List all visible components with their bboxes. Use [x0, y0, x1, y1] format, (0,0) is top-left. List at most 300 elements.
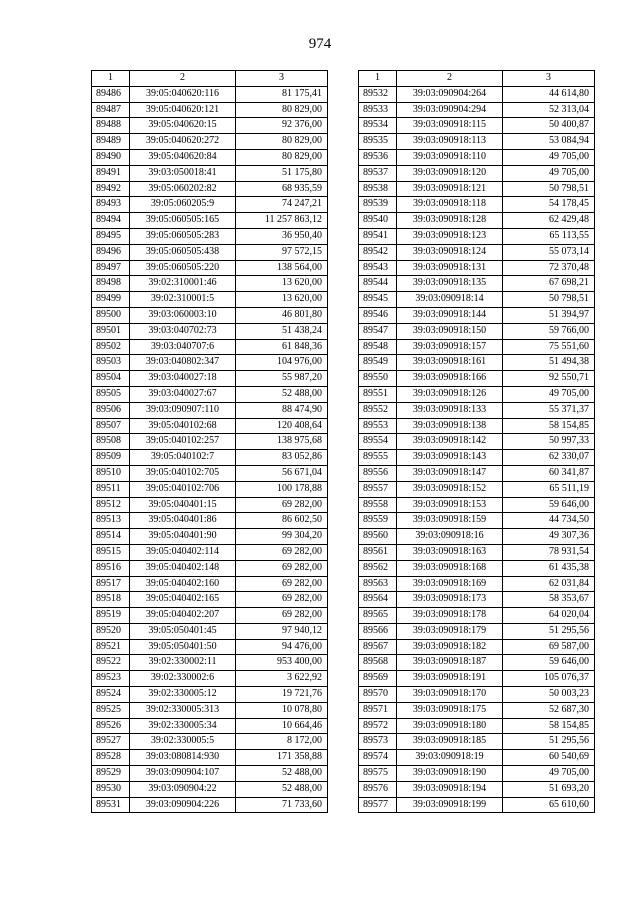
value-cell: 51 175,80: [236, 165, 328, 181]
cadastral-number-cell: 39:05:040402:165: [130, 592, 236, 608]
value-cell: 13 620,00: [236, 276, 328, 292]
table-row: [359, 355, 595, 371]
value-cell: 69 282,00: [236, 576, 328, 592]
value-cell: 120 408,64: [236, 418, 328, 434]
value-cell: 50 003,23: [503, 687, 595, 703]
value-cell: 50 997,33: [503, 434, 595, 450]
row-number-cell: 89567: [359, 639, 397, 655]
page-number: 974: [308, 36, 332, 52]
cadastral-number-cell: 39:03:090918:135: [397, 276, 503, 292]
row-number-cell: 89562: [359, 560, 397, 576]
row-number-cell: 89517: [92, 576, 130, 592]
row-number-cell: 89544: [359, 276, 397, 292]
cadastral-number-cell: 39:03:090918:152: [397, 481, 503, 497]
value-cell: 59 766,00: [503, 323, 595, 339]
row-number-cell: 89560: [359, 529, 397, 545]
row-number-cell: 89504: [92, 371, 130, 387]
cadastral-number-cell: 39:03:060003:10: [130, 307, 236, 323]
cadastral-number-cell: 39:03:090918:153: [397, 497, 503, 513]
table-row: [359, 450, 595, 466]
cadastral-number-cell: 39:03:090918:175: [397, 702, 503, 718]
table-row: [92, 118, 328, 134]
cadastral-number-cell: 39:03:090918:185: [397, 734, 503, 750]
value-cell: 55 987,20: [236, 371, 328, 387]
row-number-cell: 89511: [92, 481, 130, 497]
table-row: [92, 86, 328, 102]
table-row: [359, 228, 595, 244]
table-row: [92, 781, 328, 797]
row-number-cell: 89555: [359, 450, 397, 466]
table-row: [92, 481, 328, 497]
row-number-cell: 89526: [92, 718, 130, 734]
value-cell: 55 073,14: [503, 244, 595, 260]
row-number-cell: 89539: [359, 197, 397, 213]
cadastral-number-cell: 39:03:090904:294: [397, 102, 503, 118]
value-cell: 8 172,00: [236, 734, 328, 750]
row-number-cell: 89535: [359, 134, 397, 150]
row-number-cell: 89572: [359, 718, 397, 734]
row-number-cell: 89574: [359, 750, 397, 766]
table-row: [92, 623, 328, 639]
cadastral-number-cell: 39:03:090918:133: [397, 402, 503, 418]
row-number-cell: 89531: [92, 797, 130, 813]
value-cell: 67 698,21: [503, 276, 595, 292]
table-row: [359, 576, 595, 592]
cadastral-number-cell: 39:03:090918:169: [397, 576, 503, 592]
table-row: [92, 766, 328, 782]
table-row: [92, 687, 328, 703]
row-number-cell: 89571: [359, 702, 397, 718]
table-row: [359, 718, 595, 734]
row-number-cell: 89533: [359, 102, 397, 118]
register-table-left: [91, 70, 328, 813]
table-row: [359, 292, 595, 308]
row-number-cell: 89493: [92, 197, 130, 213]
cadastral-number-cell: 39:03:090918:144: [397, 307, 503, 323]
row-number-cell: 89552: [359, 402, 397, 418]
row-number-cell: 89559: [359, 513, 397, 529]
value-cell: 69 282,00: [236, 560, 328, 576]
table-row: [92, 371, 328, 387]
cadastral-number-cell: 39:03:090918:113: [397, 134, 503, 150]
row-number-cell: 89516: [92, 560, 130, 576]
table-row: [92, 260, 328, 276]
table-row: [92, 465, 328, 481]
value-cell: 59 646,00: [503, 497, 595, 513]
row-number-cell: 89551: [359, 386, 397, 402]
cadastral-number-cell: 39:05:040402:160: [130, 576, 236, 592]
table-row: [92, 544, 328, 560]
table-row: [92, 181, 328, 197]
cadastral-number-cell: 39:05:060202:82: [130, 181, 236, 197]
cadastral-number-cell: 39:03:090918:131: [397, 260, 503, 276]
table-row: [92, 450, 328, 466]
value-cell: 94 476,00: [236, 639, 328, 655]
table-row: [92, 228, 328, 244]
cadastral-number-cell: 39:05:040402:114: [130, 544, 236, 560]
row-number-cell: 89520: [92, 623, 130, 639]
row-number-cell: 89545: [359, 292, 397, 308]
cadastral-number-cell: 39:03:090918:128: [397, 213, 503, 229]
table-row: [92, 608, 328, 624]
value-cell: 11 257 863,12: [236, 213, 328, 229]
cadastral-number-cell: 39:02:330002:11: [130, 655, 236, 671]
cadastral-number-cell: 39:02:330002:6: [130, 671, 236, 687]
cadastral-number-cell: 39:03:090918:124: [397, 244, 503, 260]
table-row: [92, 718, 328, 734]
table-row: [92, 323, 328, 339]
value-cell: 65 113,55: [503, 228, 595, 244]
table-row: [359, 671, 595, 687]
value-cell: 54 178,45: [503, 197, 595, 213]
row-number-cell: 89508: [92, 434, 130, 450]
table-row: [359, 102, 595, 118]
value-cell: 19 721,76: [236, 687, 328, 703]
value-cell: 49 705,00: [503, 386, 595, 402]
cadastral-number-cell: 39:03:090918:190: [397, 766, 503, 782]
row-number-cell: 89515: [92, 544, 130, 560]
value-cell: 51 394,97: [503, 307, 595, 323]
row-number-cell: 89521: [92, 639, 130, 655]
table-row: [92, 734, 328, 750]
table-row: [359, 276, 595, 292]
value-cell: 59 646,00: [503, 655, 595, 671]
row-number-cell: 89490: [92, 149, 130, 165]
value-cell: 61 435,38: [503, 560, 595, 576]
row-number-cell: 89495: [92, 228, 130, 244]
row-number-cell: 89577: [359, 797, 397, 813]
value-cell: 88 474,90: [236, 402, 328, 418]
table-row: [359, 623, 595, 639]
value-cell: 49 307,36: [503, 529, 595, 545]
table-row: [92, 529, 328, 545]
table-row: [92, 339, 328, 355]
table-row: [359, 197, 595, 213]
cadastral-number-cell: 39:03:090918:199: [397, 797, 503, 813]
row-number-cell: 89564: [359, 592, 397, 608]
table-row: [92, 797, 328, 813]
value-cell: 51 295,56: [503, 623, 595, 639]
row-number-cell: 89543: [359, 260, 397, 276]
cadastral-number-cell: 39:03:090918:150: [397, 323, 503, 339]
cadastral-number-cell: 39:03:050018:41: [130, 165, 236, 181]
value-cell: 49 705,00: [503, 165, 595, 181]
table-row: [359, 465, 595, 481]
table-row: [92, 102, 328, 118]
row-number-cell: 89523: [92, 671, 130, 687]
value-cell: 62 330,07: [503, 450, 595, 466]
cadastral-number-cell: 39:02:330005:313: [130, 702, 236, 718]
row-number-cell: 89568: [359, 655, 397, 671]
cadastral-number-cell: 39:05:040620:116: [130, 86, 236, 102]
value-cell: 92 550,71: [503, 371, 595, 387]
cadastral-number-cell: 39:03:090918:159: [397, 513, 503, 529]
value-cell: 58 154,85: [503, 418, 595, 434]
row-number-cell: 89546: [359, 307, 397, 323]
table-row: [359, 766, 595, 782]
cadastral-number-cell: 39:03:090918:170: [397, 687, 503, 703]
table-row: [92, 560, 328, 576]
table-row: [92, 402, 328, 418]
value-cell: 52 488,00: [236, 386, 328, 402]
header-cell: 2: [397, 71, 503, 87]
value-cell: 86 602,50: [236, 513, 328, 529]
value-cell: 104 976,00: [236, 355, 328, 371]
value-cell: 44 614,80: [503, 86, 595, 102]
value-cell: 65 511,19: [503, 481, 595, 497]
value-cell: 68 935,59: [236, 181, 328, 197]
value-cell: 52 687,30: [503, 702, 595, 718]
table-row: [92, 149, 328, 165]
cadastral-number-cell: 39:05:040620:15: [130, 118, 236, 134]
value-cell: 99 304,20: [236, 529, 328, 545]
cadastral-number-cell: 39:05:040620:121: [130, 102, 236, 118]
row-number-cell: 89542: [359, 244, 397, 260]
row-number-cell: 89524: [92, 687, 130, 703]
row-number-cell: 89569: [359, 671, 397, 687]
value-cell: 69 587,00: [503, 639, 595, 655]
row-number-cell: 89505: [92, 386, 130, 402]
cadastral-number-cell: 39:03:090918:118: [397, 197, 503, 213]
row-number-cell: 89497: [92, 260, 130, 276]
row-number-cell: 89502: [92, 339, 130, 355]
value-cell: 52 488,00: [236, 766, 328, 782]
table-row: [92, 655, 328, 671]
cadastral-number-cell: 39:05:040620:272: [130, 134, 236, 150]
row-number-cell: 89566: [359, 623, 397, 639]
row-number-cell: 89532: [359, 86, 397, 102]
value-cell: 62 429,48: [503, 213, 595, 229]
header-cell: 3: [503, 71, 595, 87]
cadastral-number-cell: 39:03:090918:157: [397, 339, 503, 355]
value-cell: 69 282,00: [236, 497, 328, 513]
value-cell: 69 282,00: [236, 544, 328, 560]
value-cell: 58 154,85: [503, 718, 595, 734]
cadastral-number-cell: 39:03:090918:173: [397, 592, 503, 608]
value-cell: 81 175,41: [236, 86, 328, 102]
table-row: [359, 402, 595, 418]
value-cell: 105 076,37: [503, 671, 595, 687]
row-number-cell: 89492: [92, 181, 130, 197]
cadastral-number-cell: 39:03:090904:22: [130, 781, 236, 797]
value-cell: 97 572,15: [236, 244, 328, 260]
table-row: [92, 639, 328, 655]
table-row: [92, 702, 328, 718]
cadastral-number-cell: 39:03:080814:930: [130, 750, 236, 766]
value-cell: 10 078,80: [236, 702, 328, 718]
table-row: [359, 481, 595, 497]
cadastral-number-cell: 39:03:040702:73: [130, 323, 236, 339]
cadastral-number-cell: 39:05:060505:283: [130, 228, 236, 244]
cadastral-number-cell: 39:05:050401:50: [130, 639, 236, 655]
cadastral-number-cell: 39:03:090918:180: [397, 718, 503, 734]
value-cell: 13 620,00: [236, 292, 328, 308]
cadastral-number-cell: 39:05:040102:705: [130, 465, 236, 481]
row-number-cell: 89522: [92, 655, 130, 671]
table-row: [359, 118, 595, 134]
cadastral-number-cell: 39:03:040027:67: [130, 386, 236, 402]
value-cell: 69 282,00: [236, 592, 328, 608]
table-row: [92, 497, 328, 513]
cadastral-number-cell: 39:03:040707:6: [130, 339, 236, 355]
table-row: [359, 260, 595, 276]
row-number-cell: 89491: [92, 165, 130, 181]
row-number-cell: 89494: [92, 213, 130, 229]
row-number-cell: 89518: [92, 592, 130, 608]
value-cell: 51 438,24: [236, 323, 328, 339]
row-number-cell: 89499: [92, 292, 130, 308]
row-number-cell: 89554: [359, 434, 397, 450]
table-row: [92, 355, 328, 371]
cadastral-number-cell: 39:03:090918:143: [397, 450, 503, 466]
value-cell: 51 494,38: [503, 355, 595, 371]
row-number-cell: 89575: [359, 766, 397, 782]
cadastral-number-cell: 39:03:090918:126: [397, 386, 503, 402]
table-row: [359, 244, 595, 260]
value-cell: 58 353,67: [503, 592, 595, 608]
table-row: [359, 608, 595, 624]
cadastral-number-cell: 39:03:090918:19: [397, 750, 503, 766]
row-number-cell: 89487: [92, 102, 130, 118]
value-cell: 44 734,50: [503, 513, 595, 529]
row-number-cell: 89540: [359, 213, 397, 229]
row-number-cell: 89556: [359, 465, 397, 481]
value-cell: 97 940,12: [236, 623, 328, 639]
cadastral-number-cell: 39:05:060505:220: [130, 260, 236, 276]
cadastral-number-cell: 39:03:090918:182: [397, 639, 503, 655]
cadastral-number-cell: 39:05:060505:438: [130, 244, 236, 260]
table-row: [359, 339, 595, 355]
cadastral-number-cell: 39:03:090918:123: [397, 228, 503, 244]
value-cell: 100 178,88: [236, 481, 328, 497]
value-cell: 50 798,51: [503, 181, 595, 197]
row-number-cell: 89563: [359, 576, 397, 592]
table-row: [359, 687, 595, 703]
value-cell: 60 540,69: [503, 750, 595, 766]
row-number-cell: 89547: [359, 323, 397, 339]
table-row: [359, 181, 595, 197]
header-cell: 2: [130, 71, 236, 87]
value-cell: 80 829,00: [236, 102, 328, 118]
row-number-cell: 89498: [92, 276, 130, 292]
row-number-cell: 89519: [92, 608, 130, 624]
value-cell: 46 801,80: [236, 307, 328, 323]
cadastral-number-cell: 39:05:040102:7: [130, 450, 236, 466]
row-number-cell: 89501: [92, 323, 130, 339]
value-cell: 80 829,00: [236, 134, 328, 150]
row-number-cell: 89506: [92, 402, 130, 418]
table-row: [92, 134, 328, 150]
table-header-row: [359, 71, 595, 87]
cadastral-number-cell: 39:03:090918:120: [397, 165, 503, 181]
value-cell: 64 020,04: [503, 608, 595, 624]
cadastral-number-cell: 39:03:040027:18: [130, 371, 236, 387]
row-number-cell: 89529: [92, 766, 130, 782]
value-cell: 138 564,00: [236, 260, 328, 276]
cadastral-number-cell: 39:03:090918:14: [397, 292, 503, 308]
cadastral-number-cell: 39:05:040620:84: [130, 149, 236, 165]
table-row: [359, 734, 595, 750]
table-row: [359, 371, 595, 387]
table-row: [92, 671, 328, 687]
table-row: [359, 702, 595, 718]
cadastral-number-cell: 39:03:040802:347: [130, 355, 236, 371]
value-cell: 50 798,51: [503, 292, 595, 308]
value-cell: 52 488,00: [236, 781, 328, 797]
table-row: [359, 134, 595, 150]
cadastral-number-cell: 39:05:040401:90: [130, 529, 236, 545]
value-cell: 92 376,00: [236, 118, 328, 134]
cadastral-number-cell: 39:05:050401:45: [130, 623, 236, 639]
cadastral-number-cell: 39:03:090918:115: [397, 118, 503, 134]
cadastral-number-cell: 39:05:060205:9: [130, 197, 236, 213]
row-number-cell: 89553: [359, 418, 397, 434]
value-cell: 78 931,54: [503, 544, 595, 560]
value-cell: 69 282,00: [236, 608, 328, 624]
value-cell: 72 370,48: [503, 260, 595, 276]
row-number-cell: 89496: [92, 244, 130, 260]
table-row: [359, 307, 595, 323]
table-row: [359, 149, 595, 165]
table-row: [92, 576, 328, 592]
cadastral-number-cell: 39:05:040102:68: [130, 418, 236, 434]
cadastral-number-cell: 39:03:090918:168: [397, 560, 503, 576]
value-cell: 49 705,00: [503, 149, 595, 165]
header-cell: 1: [92, 71, 130, 87]
table-right-body: [359, 71, 595, 813]
table-row: [359, 655, 595, 671]
table-row: [92, 434, 328, 450]
table-row: [359, 781, 595, 797]
table-row: [92, 292, 328, 308]
value-cell: 65 610,60: [503, 797, 595, 813]
row-number-cell: 89557: [359, 481, 397, 497]
cadastral-number-cell: 39:05:060505:165: [130, 213, 236, 229]
value-cell: 53 084,94: [503, 134, 595, 150]
row-number-cell: 89510: [92, 465, 130, 481]
cadastral-number-cell: 39:05:040402:207: [130, 608, 236, 624]
row-number-cell: 89488: [92, 118, 130, 134]
table-row: [359, 513, 595, 529]
cadastral-number-cell: 39:05:040401:15: [130, 497, 236, 513]
table-row: [359, 529, 595, 545]
table-row: [359, 434, 595, 450]
row-number-cell: 89573: [359, 734, 397, 750]
table-row: [359, 592, 595, 608]
cadastral-number-cell: 39:05:040402:148: [130, 560, 236, 576]
table-row: [359, 797, 595, 813]
table-row: [92, 750, 328, 766]
value-cell: 51 693,20: [503, 781, 595, 797]
value-cell: 138 975,68: [236, 434, 328, 450]
table-row: [92, 418, 328, 434]
table-row: [359, 165, 595, 181]
row-number-cell: 89509: [92, 450, 130, 466]
value-cell: 55 371,37: [503, 402, 595, 418]
cadastral-number-cell: 39:03:090904:264: [397, 86, 503, 102]
row-number-cell: 89534: [359, 118, 397, 134]
cadastral-number-cell: 39:03:090918:16: [397, 529, 503, 545]
table-left-body: [92, 71, 328, 813]
register-table-right: [358, 70, 595, 813]
value-cell: 80 829,00: [236, 149, 328, 165]
row-number-cell: 89527: [92, 734, 130, 750]
header-cell: 1: [359, 71, 397, 87]
cadastral-number-cell: 39:02:330005:5: [130, 734, 236, 750]
table-row: [359, 86, 595, 102]
value-cell: 56 671,04: [236, 465, 328, 481]
row-number-cell: 89525: [92, 702, 130, 718]
